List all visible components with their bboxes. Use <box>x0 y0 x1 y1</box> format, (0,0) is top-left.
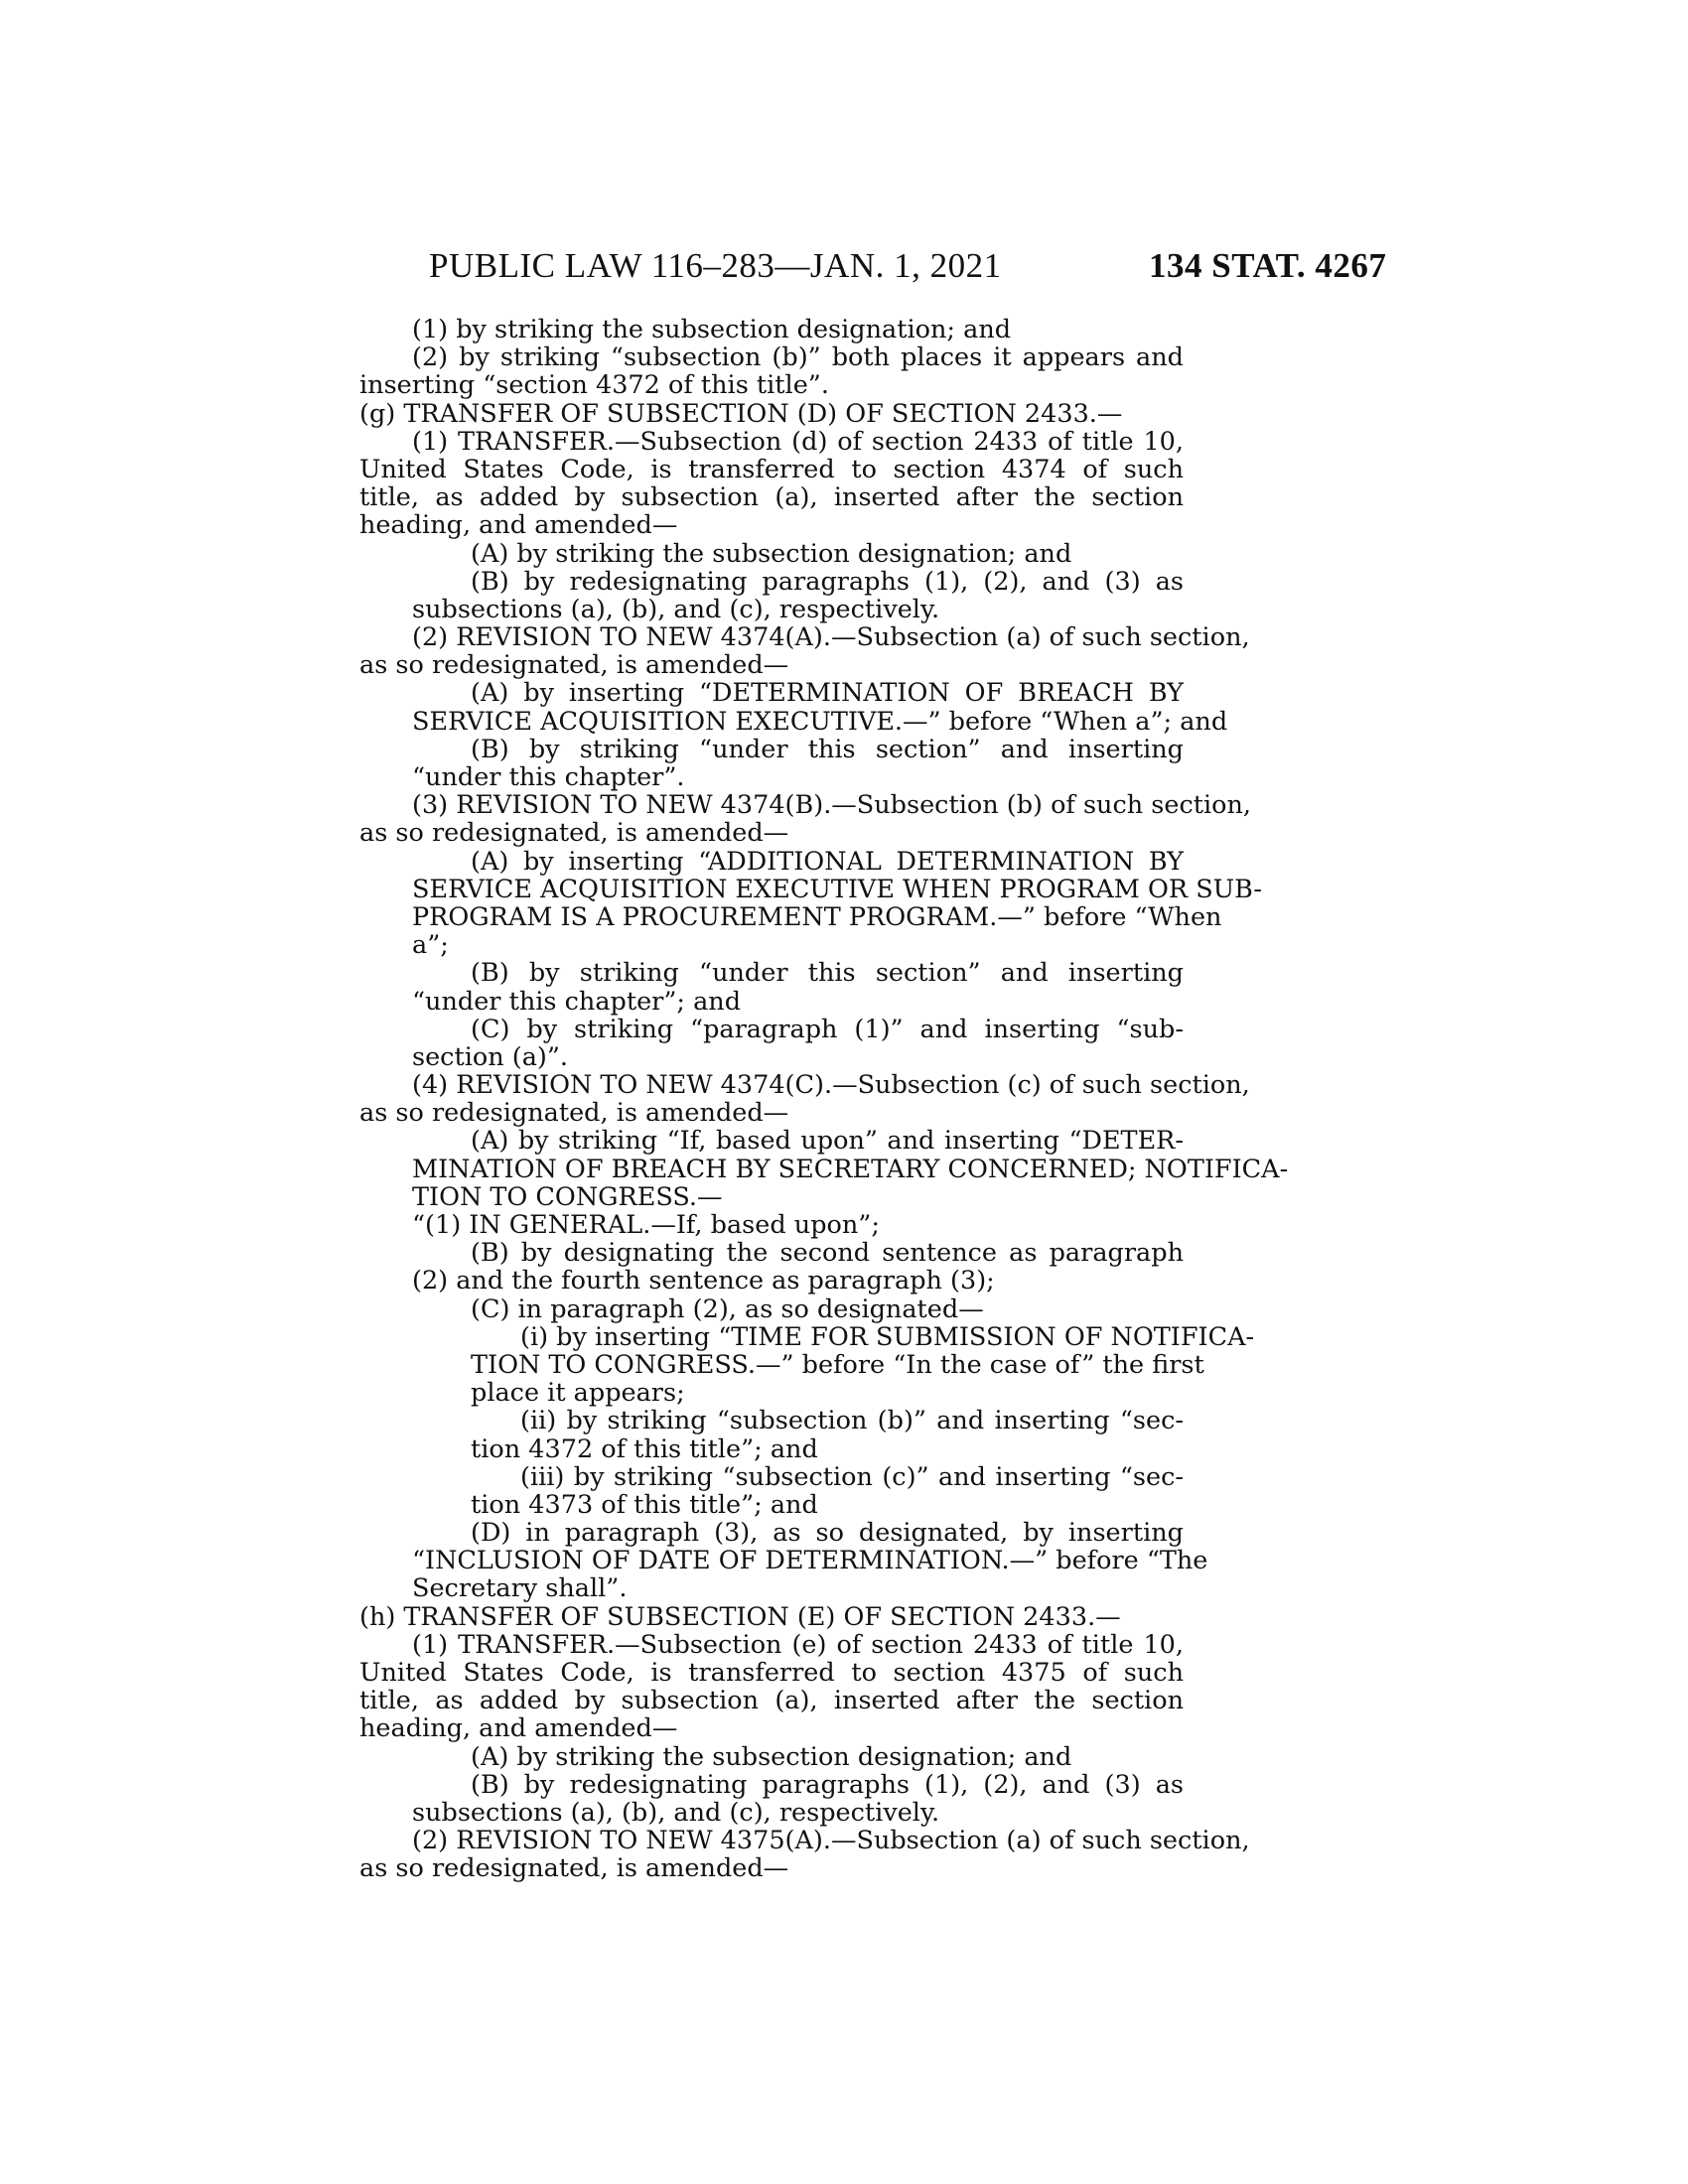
text-line: (B) by redesignating paragraphs (1), (2), and (3) as <box>471 566 1184 597</box>
text-line: tion 4373 of this title”; and <box>471 1489 818 1520</box>
text-line: TION TO CONGRESS.— <box>412 1181 723 1212</box>
text-line: (3) REVISION TO NEW 4374(B).—Subsection (b) of such section, <box>412 790 1252 821</box>
text-line: (1) TRANSFER.—Subsection (e) of section 2433 of title 10, <box>412 1629 1184 1660</box>
text-line: as so redesignated, is amended— <box>359 650 789 681</box>
text-line: TION TO CONGRESS.—” before “In the case of” the first <box>471 1349 1204 1380</box>
text-line: SERVICE ACQUISITION EXECUTIVE.—” before “When a”; and <box>412 706 1228 737</box>
text-line: PROGRAM IS A PROCUREMENT PROGRAM.—” before “When <box>412 901 1222 932</box>
text-line: (i) by inserting “TIME FOR SUBMISSION OF NOTIFICA- <box>520 1321 1255 1352</box>
document-body <box>359 315 1289 1884</box>
text-line: place it appears; <box>471 1378 685 1409</box>
text-line: MINATION OF BREACH BY SECRETARY CONCERNED; NOTIFICA- <box>412 1154 1289 1184</box>
text-line: subsections (a), (b), and (c), respectively. <box>412 1797 940 1828</box>
text-line: (ii) by striking “subsection (b)” and inserting “sec- <box>520 1406 1184 1436</box>
text-line: (2) by striking “subsection (b)” both places it appears and <box>412 342 1184 373</box>
header-stat-page: 134 STAT. 4267 <box>1149 246 1387 285</box>
text-line: (2) REVISION TO NEW 4375(A).—Subsection (a) of such section, <box>412 1826 1250 1856</box>
text-line: (4) REVISION TO NEW 4374(C).—Subsection (c) of such section, <box>412 1070 1250 1101</box>
text-line: (A) by striking the subsection designation; and <box>471 1741 1072 1772</box>
text-line: a”; <box>412 930 449 961</box>
text-line: (1) TRANSFER.—Subsection (d) of section 2433 of title 10, <box>412 426 1184 457</box>
text-line: section (a)”. <box>412 1041 568 1072</box>
text-line: title, as added by subsection (a), inserted after the section <box>359 1686 1184 1716</box>
text-line: subsections (a), (b), and (c), respectively. <box>412 594 940 624</box>
text-line: (2) REVISION TO NEW 4374(A).—Subsection (a) of such section, <box>412 622 1250 653</box>
header-title: PUBLIC LAW 116–283—JAN. 1, 2021 <box>429 246 1002 285</box>
text-line: “INCLUSION OF DATE OF DETERMINATION.—” before “The <box>412 1546 1208 1576</box>
text-line: “(1) IN GENERAL.—If, based upon”; <box>412 1210 880 1240</box>
text-line: heading, and amended— <box>359 1713 678 1744</box>
text-line: “under this chapter”; and <box>412 986 742 1017</box>
text-line: as so redesignated, is amended— <box>359 818 789 849</box>
text-line: United States Code, is transferred to section 4375 of such <box>359 1658 1184 1688</box>
text-line: tion 4372 of this title”; and <box>471 1433 818 1464</box>
text-line: Secretary shall”. <box>412 1573 628 1604</box>
text-line: (B) by striking “under this section” and inserting <box>471 958 1184 989</box>
text-line: (C) by striking “paragraph (1)” and inserting “sub- <box>471 1014 1184 1044</box>
text-line: (1) by striking the subsection designation; and <box>412 315 1012 344</box>
text-line: (A) by inserting “ADDITIONAL DETERMINATION BY <box>471 846 1184 877</box>
text-line: (2) and the fourth sentence as paragraph (3); <box>412 1266 995 1297</box>
text-line: (C) in paragraph (2), as so designated— <box>471 1294 984 1324</box>
text-line: (D) in paragraph (3), as so designated, by inserting <box>471 1518 1184 1549</box>
text-line: as so redesignated, is amended— <box>359 1853 789 1884</box>
text-line: title, as added by subsection (a), inserted after the section <box>359 482 1184 513</box>
text-line: “under this chapter”. <box>412 762 685 792</box>
text-line: (B) by striking “under this section” and inserting <box>471 734 1184 764</box>
text-line: (B) by redesignating paragraphs (1), (2), and (3) as <box>471 1769 1184 1800</box>
text-line: (B) by designating the second sentence as paragraph <box>471 1238 1184 1269</box>
text-line: United States Code, is transferred to section 4374 of such <box>359 454 1184 484</box>
subsection-heading: (h) TRANSFER OF SUBSECTION (E) OF SECTION 2433.— <box>359 1601 1121 1632</box>
text-line: heading, and amended— <box>359 510 678 541</box>
text-line: inserting “section 4372 of this title”. <box>359 370 829 401</box>
text-line: (A) by striking the subsection designation; and <box>471 538 1072 569</box>
page-header <box>0 246 1688 292</box>
text-line: (A) by striking “If, based upon” and inserting “DETER- <box>471 1126 1184 1157</box>
text-line: (iii) by striking “subsection (c)” and inserting “sec- <box>520 1461 1184 1492</box>
text-line: as so redesignated, is amended— <box>359 1098 789 1129</box>
text-line: (A) by inserting “DETERMINATION OF BREACH BY <box>471 678 1184 709</box>
text-line: SERVICE ACQUISITION EXECUTIVE WHEN PROGRAM OR SUB- <box>412 874 1262 904</box>
subsection-heading: (g) TRANSFER OF SUBSECTION (D) OF SECTION 2433.— <box>359 398 1123 429</box>
